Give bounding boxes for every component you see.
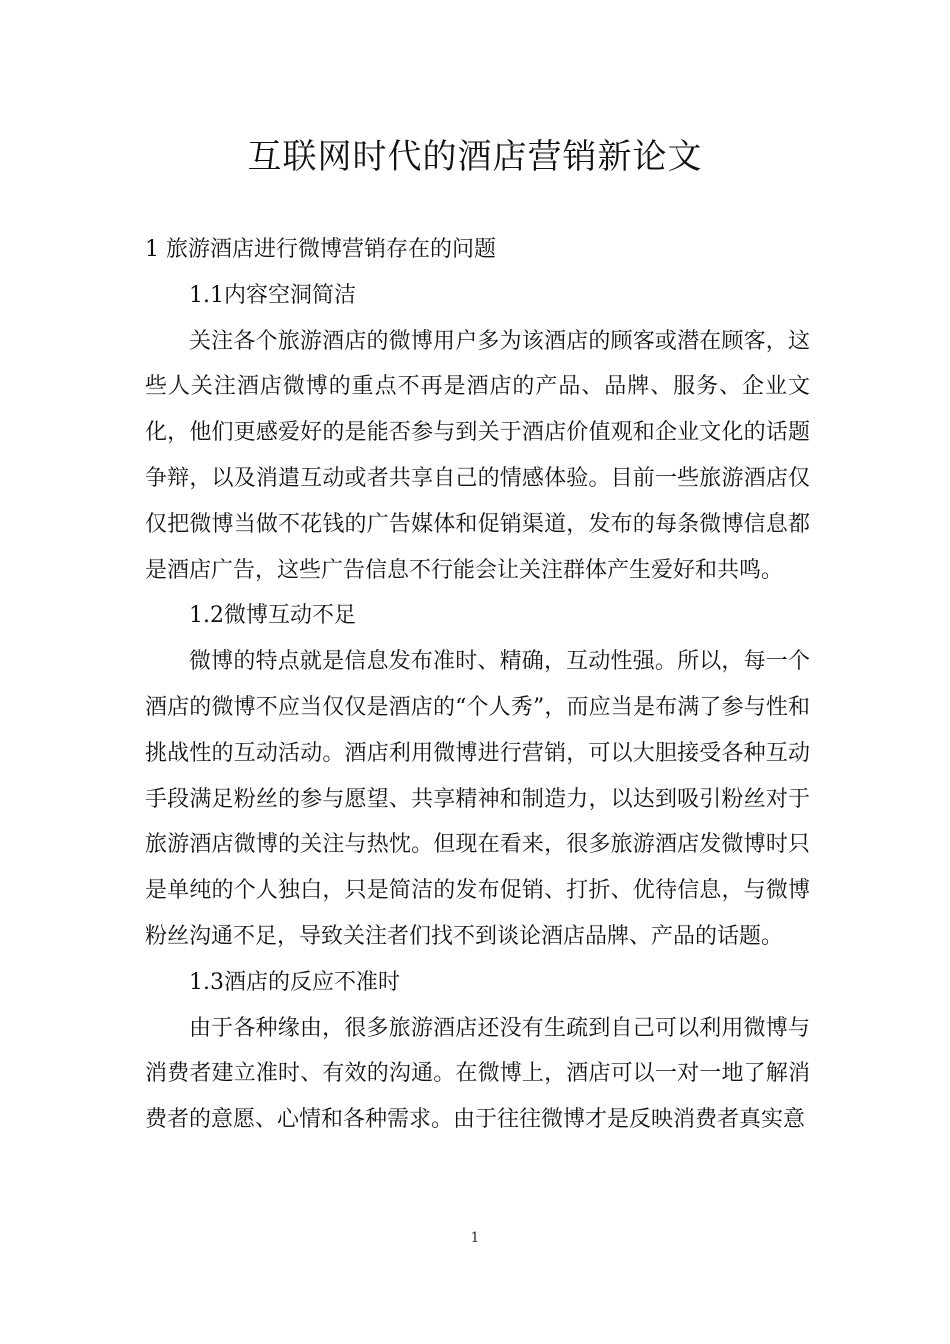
subsection-heading: 1.3酒店的反应不准时 bbox=[189, 969, 400, 995]
subsection-heading: 1.1内容空洞简洁 bbox=[189, 282, 356, 308]
body-paragraph: 微博的特点就是信息发布准时、精确，互动性强。所以，每一个酒店的微博不应当仅仅是酒店的“个人秀”，而应当是布满了参与性和挑战性的互动活动。酒店利用微博进行营销，可以大胆接受各种互动手段满足粉丝的参与愿望、共享精神和制造力，以达到吸引粉丝对于旅游酒店微博的关注与热忱。但现在看来，很多旅游酒店发微博时只是单纯的个人独白，只是简洁的发布促销、打折、优待信息，与微博粉丝沟通不足，导致关注者们找不到谈论酒店品牌、产品的话题。 bbox=[145, 649, 810, 949]
subsection-heading: 1.2微博互动不足 bbox=[189, 603, 356, 629]
page-number: 1 bbox=[470, 1230, 480, 1246]
body-paragraph: 由于各种缘由，很多旅游酒店还没有生疏到自己可以利用微博与消费者建立准时、有效的沟通。在微博上，酒店可以一对一地了解消费者的意愿、心情和各种需求。由于往往微博才是反映消费者真实意 bbox=[145, 1015, 810, 1133]
document-body bbox=[145, 227, 810, 1143]
document-title: 互联网时代的酒店营销新论文 bbox=[247, 137, 703, 177]
body-paragraph: 关注各个旅游酒店的微博用户多为该酒店的顾客或潜在顾客，这些人关注酒店微博的重点不再是酒店的产品、品牌、服务、企业文化，他们更感爱好的是能否参与到关于酒店价值观和企业文化的话题争辩，以及消遣互动或者共享自己的情感体验。目前一些旅游酒店仅仅把微博当做不花钱的广告媒体和促销渠道，发布的每条微博信息都是酒店广告，这些广告信息不行能会让关注群体产生爱好和共鸣。 bbox=[145, 328, 810, 583]
section-heading: 1 旅游酒店进行微博营销存在的问题 bbox=[145, 237, 496, 262]
